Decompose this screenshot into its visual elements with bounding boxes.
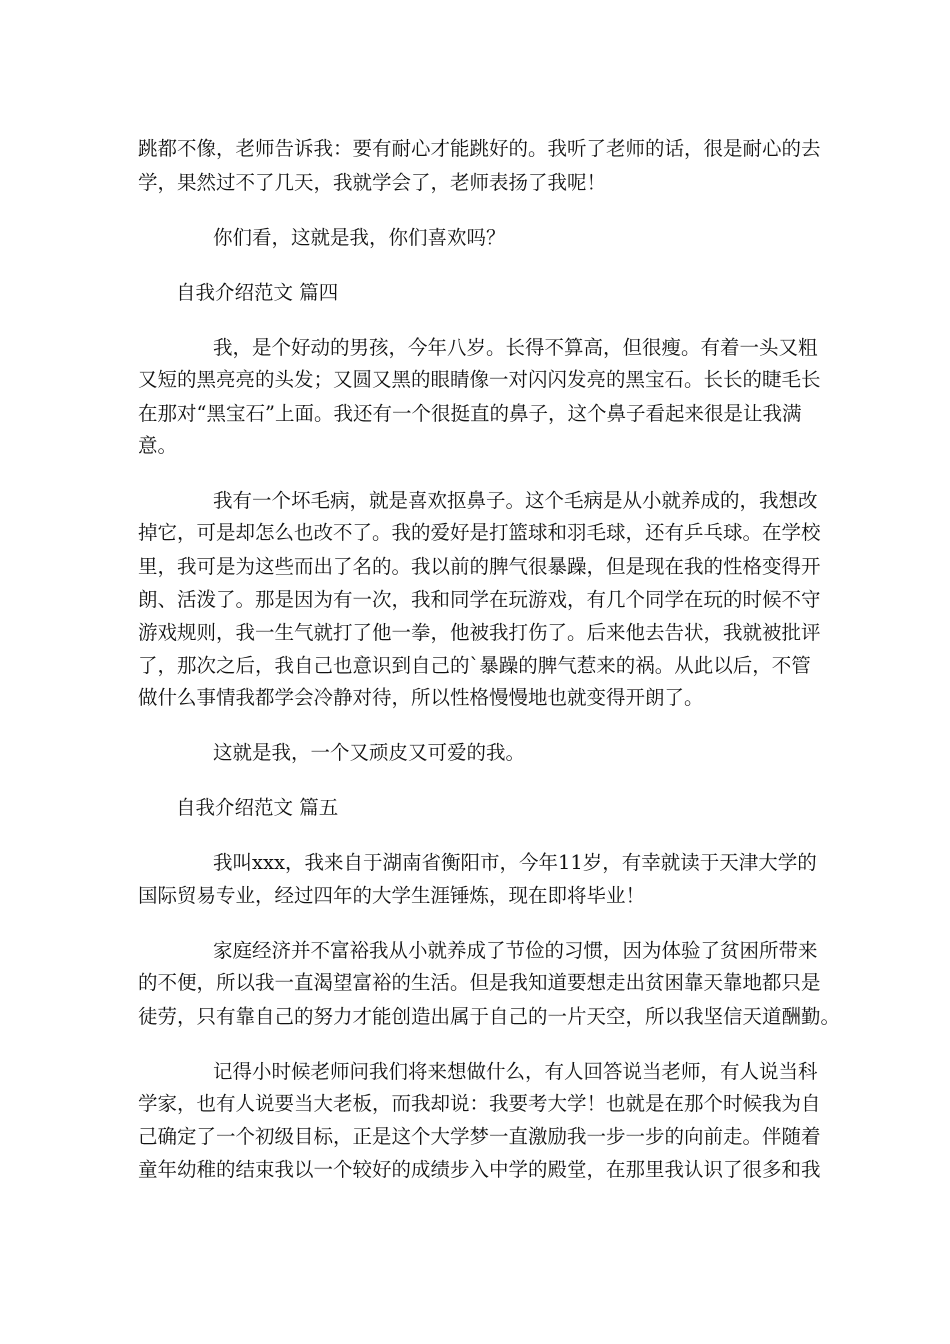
paragraph-line: 学，果然过不了几天，我就学会了，老师表扬了我呢！ xyxy=(138,171,607,194)
paragraph-line: 掉它，可是却怎么也改不了。我的爱好是打篮球和羽毛球，还有乒乓球。在学校 xyxy=(138,521,821,544)
paragraph-line: 我有一个坏毛病，就是喜欢抠鼻子。这个毛病是从小就养成的，我想改 xyxy=(213,489,818,512)
paragraph-line: 游戏规则，我一生气就打了他一拳，他被我打伤了。后来他去告状，我就被批评 xyxy=(138,621,821,644)
paragraph-line: 国际贸易专业，经过四年的大学生涯锤炼，现在即将毕业！ xyxy=(138,884,646,907)
paragraph-line: 又短的黑亮亮的头发；又圆又黑的眼睛像一对闪闪发亮的黑宝石。长长的睫毛长 xyxy=(138,368,821,391)
paragraph-line: 童年幼稚的结束我以一个较好的成绩步入中学的殿堂，在那里我认识了很多和我 xyxy=(138,1158,821,1181)
paragraph-line: 了，那次之后，我自己也意识到自己的`暴躁的脾气惹来的祸。从此以后，不管 xyxy=(138,654,811,677)
paragraph-line: 做什么事情我都学会冷静对待，所以性格慢慢地也就变得开朗了。 xyxy=(138,686,704,709)
paragraph-line: 的不便，所以我一直渴望富裕的生活。但是我知道要想走出贫困靠天靠地都只是 xyxy=(138,971,821,994)
paragraph-line: 记得小时候老师问我们将来想做什么，有人回答说当老师，有人说当科 xyxy=(213,1060,818,1083)
paragraph-line: 学家，也有人说要当大老板，而我却说：我要考大学！也就是在那个时候我为自 xyxy=(138,1092,821,1115)
paragraph-line: 这就是我，一个又顽皮又可爱的我。 xyxy=(213,741,526,764)
paragraph-line: 意。 xyxy=(138,434,178,457)
paragraph-line: 朗、活泼了。那是因为有一次，我和同学在玩游戏，有几个同学在玩的时候不守 xyxy=(138,588,821,611)
section-heading: 自我介绍范文 篇五 xyxy=(176,796,339,819)
paragraph-line: 己确定了一个初级目标，正是这个大学梦一直激励我一步一步的向前走。伴随着 xyxy=(138,1125,821,1148)
paragraph-line: 跳都不像，老师告诉我：要有耐心才能跳好的。我听了老师的话，很是耐心的去 xyxy=(138,137,821,160)
paragraph-line: 我，是个好动的男孩，今年八岁。长得不算高，但很瘦。有着一头又粗 xyxy=(213,336,818,359)
paragraph-line: 徒劳，只有靠自己的努力才能创造出属于自己的一片天空，所以我坚信天道酬勤。 xyxy=(138,1005,841,1028)
paragraph-line: 里，我可是为这些而出了名的。我以前的脾气很暴躁，但是现在我的性格变得开 xyxy=(138,555,821,578)
paragraph-line: 在那对“黑宝石”上面。我还有一个很挺直的鼻子，这个鼻子看起来很是让我满 xyxy=(138,402,802,425)
section-heading: 自我介绍范文 篇四 xyxy=(176,281,339,304)
paragraph-line: 我叫xxx，我来自于湖南省衡阳市，今年11岁，有幸就读于天津大学的 xyxy=(213,851,817,874)
paragraph-line: 家庭经济并不富裕我从小就养成了节俭的习惯，因为体验了贫困所带来 xyxy=(213,939,818,962)
paragraph-line: 你们看，这就是我，你们喜欢吗？ xyxy=(213,226,506,249)
